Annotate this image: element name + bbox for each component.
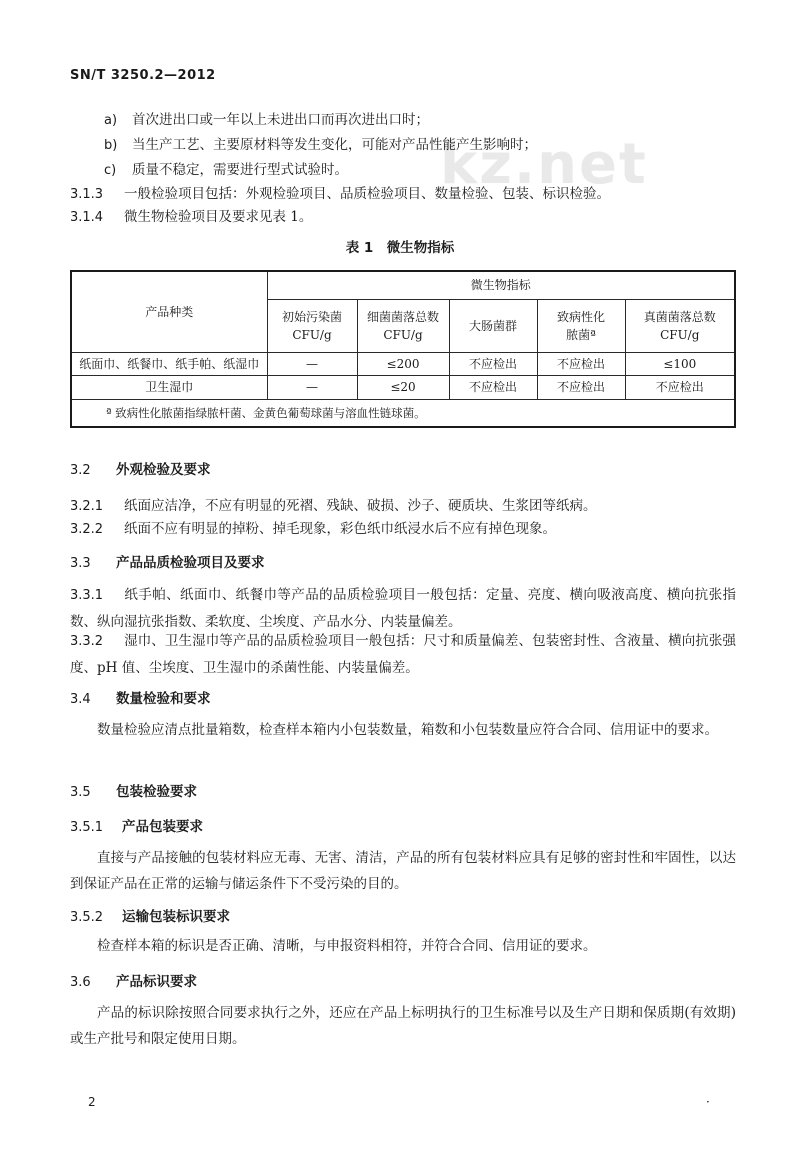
section-3-3-heading: 3.3 产品品质检验项目及要求 (70, 555, 265, 571)
table-caption: 表 1 微生物指标 (345, 240, 455, 256)
microbial-table (70, 270, 736, 428)
section-3-6-heading: 3.6 产品标识要求 (70, 974, 197, 990)
table-footnote: ª 致病性化脓菌指绿脓杆菌、金黄色葡萄球菌与溶血性链球菌。 (71, 399, 735, 427)
header-pathogenic-pyogenic: 致病性化 脓菌ª (537, 299, 625, 352)
watermark: kz.net (440, 132, 648, 197)
section-3-2-heading: 3.2 外观检验及要求 (70, 462, 211, 478)
paragraph-3-5-2: 检查样本箱的标识是否正确、清晰，与申报资料相符，并符合合同、信用证的要求。 (97, 938, 597, 954)
header-bacteria-count: 细菌菌落总数 CFU/g (357, 299, 449, 352)
clause-3-2-2: 3.2.2 纸面不应有明显的掉粉、掉毛现象，彩色纸巾纸浸水后不应有掉色现象。 (70, 521, 556, 537)
clause-3-3-1: 3.3.1 纸手帕、纸面巾、纸餐巾等产品的品质检验项目一般包括：定量、亮度、横向吸液高度、横向抗张指数、纵向湿抗张指数、柔软度、尘埃度、产品水分、内装量偏差。 (70, 587, 736, 630)
list-item: b) 当生产工艺、主要原材料等发生变化，可能对产品性能产生影响时； (104, 137, 537, 153)
section-3-5-2-heading: 3.5.2 运输包装标识要求 (70, 909, 230, 925)
list-item: a) 首次进出口或一年以上未进出口而再次进出口时； (104, 112, 429, 128)
paragraph-3-4: 数量检验应清点批量箱数，检查样本箱内小包装数量，箱数和小包装数量应符合合同、信用证中的要求。 (97, 722, 718, 738)
section-3-5-heading: 3.5 包装检验要求 (70, 784, 197, 800)
section-3-5-1-heading: 3.5.1 产品包装要求 (70, 819, 203, 835)
standard-code: SN/T 3250.2—2012 (70, 68, 216, 83)
paragraph-3-6: 产品的标识除按照合同要求执行之外，还应在产品上标明执行的卫生标准号以及生产日期和保质期(有效期)或生产批号和限定使用日期。 (70, 1005, 736, 1047)
section-3-4-heading: 3.4 数量检验和要求 (70, 691, 211, 707)
header-fungi-count: 真菌菌落总数 CFU/g (625, 299, 735, 352)
table-row: 纸面巾、纸餐巾、纸手帕、纸湿巾 — ≤200 不应检出 不应检出 ≤100 (71, 352, 735, 375)
header-initial-contamination: 初始污染菌 CFU/g (267, 299, 357, 352)
header-coliform: 大肠菌群 (449, 299, 537, 352)
clause-3-3-2: 3.3.2 湿巾、卫生湿巾等产品的品质检验项目一般包括：尺寸和质量偏差、包装密封性、含液量、横向抗张强度、pH 值、尘埃度、卫生湿巾的杀菌性能、内装量偏差。 (70, 633, 736, 676)
paragraph-3-5-1: 直接与产品接触的包装材料应无毒、无害、清洁，产品的所有包装材料应具有足够的密封性和牢固性，以达到保证产品在正常的运输与储运条件下不受污染的目的。 (70, 850, 736, 892)
list-item: c) 质量不稳定，需要进行型式试验时。 (104, 162, 348, 178)
header-microbial-group: 微生物指标 (267, 271, 735, 299)
clause-3-1-3: 3.1.3 一般检验项目包括：外观检验项目、品质检验项目、数量检验、包装、标识检验。 (70, 186, 610, 202)
footer-dot: · (706, 1095, 710, 1109)
clause-3-1-4: 3.1.4 微生物检验项目及要求见表 1。 (70, 209, 313, 225)
page-number: 2 (88, 1095, 96, 1109)
clause-3-2-1: 3.2.1 纸面应洁净，不应有明显的死褶、残缺、破损、沙子、硬质块、生浆团等纸病。 (70, 498, 597, 514)
header-product-type: 产品种类 (71, 271, 267, 352)
table-row: 卫生湿巾 — ≤20 不应检出 不应检出 不应检出 (71, 375, 735, 399)
